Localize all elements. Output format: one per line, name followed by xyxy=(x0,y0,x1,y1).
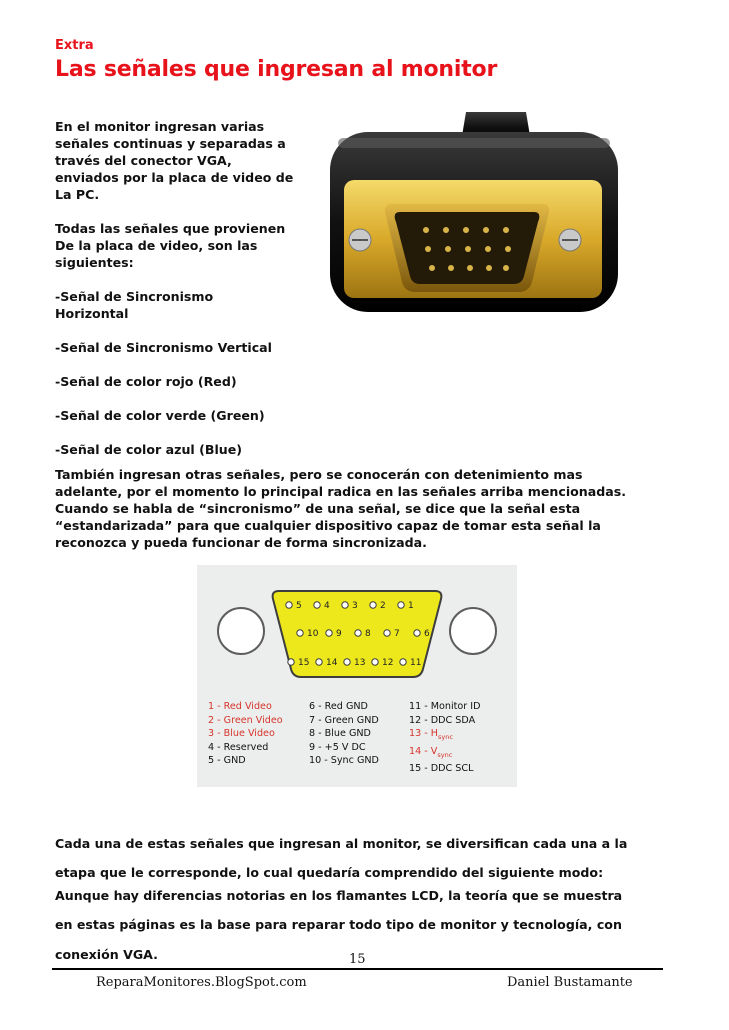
pin-desc: 5 - GND xyxy=(208,755,246,767)
signal-item: -Señal de Sincronismo xyxy=(55,289,214,304)
signal-item: -Señal de color azul (Blue) xyxy=(55,442,243,457)
pin-desc: 3 - Blue Video xyxy=(208,728,275,740)
footer-divider xyxy=(52,968,663,970)
intro-line: La PC. xyxy=(55,187,100,202)
pin-label: 4 xyxy=(324,601,330,611)
intro-line: Todas las señales que provienen xyxy=(55,221,286,236)
pin-desc-vsync xyxy=(409,745,481,763)
signal-item: -Señal de color rojo (Red) xyxy=(55,374,237,389)
explanation-paragraph xyxy=(55,466,626,551)
intro-line: En el monitor ingresan varias xyxy=(55,119,265,134)
pin-label: 12 xyxy=(382,658,394,668)
pin-label: 2 xyxy=(380,601,386,611)
intro-text xyxy=(55,118,293,458)
pin-desc: 9 - +5 V DC xyxy=(309,741,366,753)
footer-author: Daniel Bustamante xyxy=(507,975,633,990)
page-number: 15 xyxy=(349,952,366,967)
pin-desc: 2 - Green Video xyxy=(208,714,283,726)
pin-label: 6 xyxy=(424,629,430,639)
pin-label: 8 xyxy=(365,629,371,639)
pin-desc-hsync xyxy=(409,727,481,745)
paragraph-line: Aunque hay diferencias notorias en los flamantes LCD, la teoría que se muestra xyxy=(55,887,623,903)
page-title: Las señales que ingresan al monitor xyxy=(55,57,498,82)
pin-label: 15 xyxy=(298,658,310,668)
pin-legend-col-1 xyxy=(208,700,283,768)
pin-desc: 6 - Red GND xyxy=(309,701,368,712)
pin-desc: 14 - V xyxy=(409,745,438,757)
pin-desc: 12 - DDC SDA xyxy=(409,714,476,726)
intro-line: señales continuas y separadas a xyxy=(55,136,286,151)
pin-desc: 4 - Reserved xyxy=(208,741,269,753)
paragraph-line: Cuando se habla de “sincronismo” de una señal, se dice que la señal esta xyxy=(55,501,581,516)
pin-label: 11 xyxy=(410,658,422,668)
paragraph-line: Cada una de estas señales que ingresan al monitor, se diversifican cada una a la xyxy=(55,835,628,851)
sync-subscript: sync xyxy=(437,733,453,742)
sync-subscript: sync xyxy=(437,750,453,759)
pin-desc: 1 - Red Video xyxy=(208,701,272,712)
paragraph-line: en estas páginas es la base para reparar todo tipo de monitor y tecnología, con xyxy=(55,917,622,933)
intro-line: través del conector VGA, xyxy=(55,153,232,168)
paragraph-line: adelante, por el momento lo principal radica en las señales arriba mencionadas. xyxy=(55,484,627,499)
pin-label: 9 xyxy=(336,629,342,639)
pin-desc: 8 - Blue GND xyxy=(309,728,371,740)
pin-desc: 13 - H xyxy=(409,728,438,740)
paragraph-line: También ingresan otras señales, pero se conocerán con detenimiento mas xyxy=(55,467,583,482)
pin-legend-col-3 xyxy=(409,700,481,776)
paragraph-line: conexión VGA. xyxy=(55,946,158,962)
pin-label: 1 xyxy=(408,601,414,611)
intro-line: siguientes: xyxy=(55,255,134,270)
pin-legend-col-2 xyxy=(309,700,379,768)
pin-label: 10 xyxy=(307,629,319,639)
pin-desc: 7 - Green GND xyxy=(309,714,379,726)
paragraph-line: etapa que le corresponde, lo cual quedaría comprendido del siguiente modo: xyxy=(55,865,604,881)
pin-desc: 11 - Monitor ID xyxy=(409,701,481,712)
vga-connector-photo xyxy=(316,112,646,317)
paragraph-line: reconozca y pueda funcionar de forma sincronizada. xyxy=(55,535,427,550)
pin-label: 14 xyxy=(326,658,338,668)
pin-desc: 10 - Sync GND xyxy=(309,755,379,767)
section-label: Extra xyxy=(55,38,94,53)
pinout-connector-drawing xyxy=(197,565,517,695)
pin-label: 5 xyxy=(296,601,302,611)
pin-label: 3 xyxy=(352,601,358,611)
intro-line: enviados por la placa de video de xyxy=(55,170,294,185)
signal-item: -Señal de color verde (Green) xyxy=(55,408,265,423)
pin-label: 7 xyxy=(394,629,400,639)
pin-label: 13 xyxy=(354,658,366,668)
paragraph-line: “estandarizada” para que cualquier dispositivo capaz de tomar esta señal la xyxy=(55,518,601,533)
signal-item: Horizontal xyxy=(55,306,129,321)
intro-line: De la placa de video, son las xyxy=(55,238,258,253)
closing-paragraph-2 xyxy=(55,874,622,975)
signal-item: -Señal de Sincronismo Vertical xyxy=(55,340,272,355)
footer-site: ReparaMonitores.BlogSpot.com xyxy=(96,975,307,990)
pin-desc: 15 - DDC SCL xyxy=(409,763,474,775)
